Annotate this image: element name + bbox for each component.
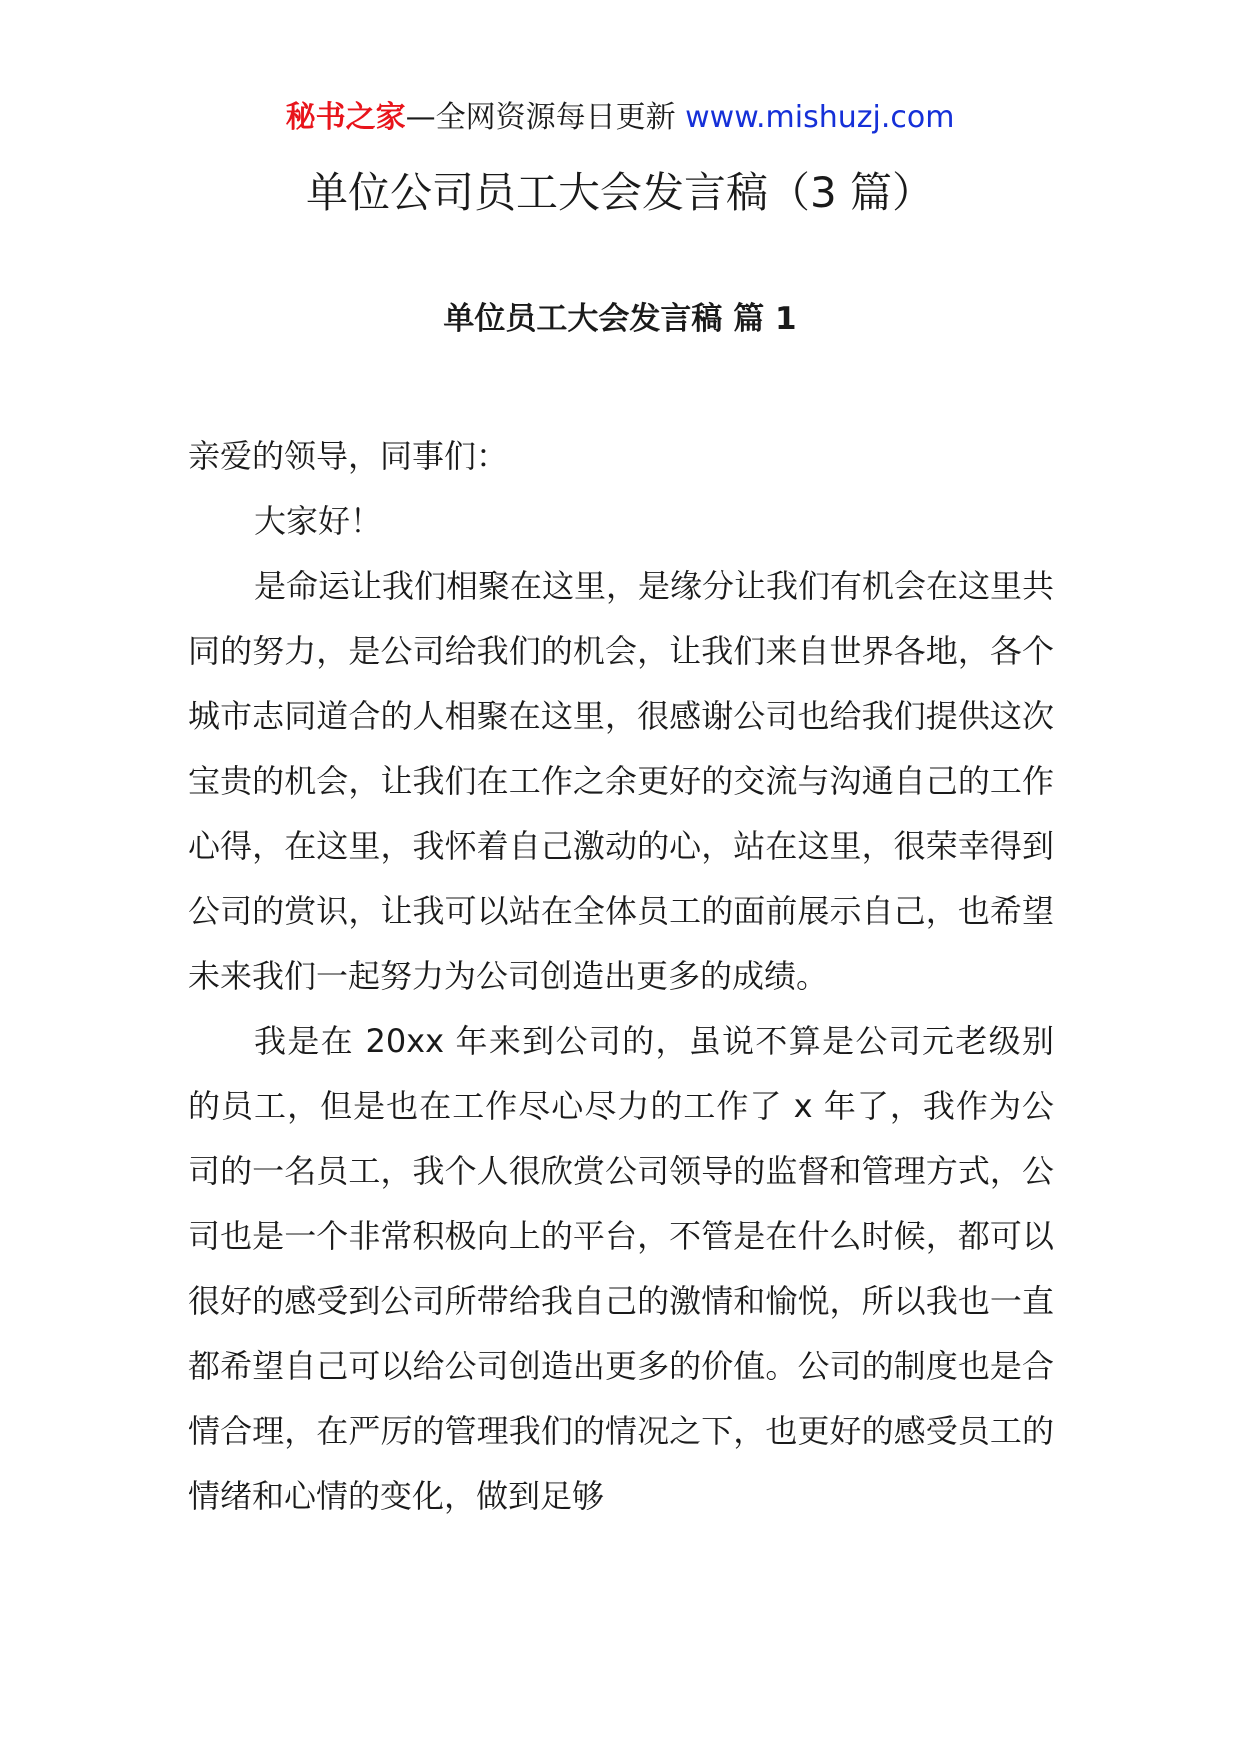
document-body — [188, 424, 1054, 1529]
body-paragraph: 我是在 20xx 年来到公司的，虽说不算是公司元老级别的员工，但是也在工作尽心尽力的工作了 x 年了，我作为公司的一名员工，我个人很欣赏公司领导的监督和管理方式，公司也是一个非常积极向上的平台，不管是在什么时候，都可以很好的感受到公司所带给我自己的激情和愉悦，所以我也一直都希望自己可以给公司创造出更多的价值。公司的制度也是合情合理，在严厉的管理我们的情况之下，也更好的感受员工的情绪和心情的变化，做到足够 — [188, 1022, 1054, 1515]
site-tagline: —全网资源每日更新 — [405, 100, 676, 135]
body-paragraph: 是命运让我们相聚在这里，是缘分让我们有机会在这里共同的努力，是公司给我们的机会，让我们来自世界各地，各个城市志同道合的人相聚在这里，很感谢公司也给我们提供这次宝贵的机会，让我们在工作之余更好的交流与沟通自己的工作心得，在这里，我怀着自己激动的心，站在这里，很荣幸得到公司的赏识，让我可以站在全体员工的面前展示自己，也希望未来我们一起努力为公司创造出更多的成绩。 — [188, 567, 1055, 995]
greeting: 大家好！ — [254, 502, 383, 540]
salutation: 亲爱的领导，同事们： — [188, 437, 509, 475]
site-url-link[interactable]: www.mishuzj.com — [685, 100, 955, 135]
section-heading: 单位员工大会发言稿 篇 1 — [443, 301, 797, 337]
site-header — [0, 98, 1240, 138]
site-brand: 秘书之家 — [285, 100, 406, 135]
document-title: 单位公司员工大会发言稿（3 篇） — [305, 168, 935, 217]
